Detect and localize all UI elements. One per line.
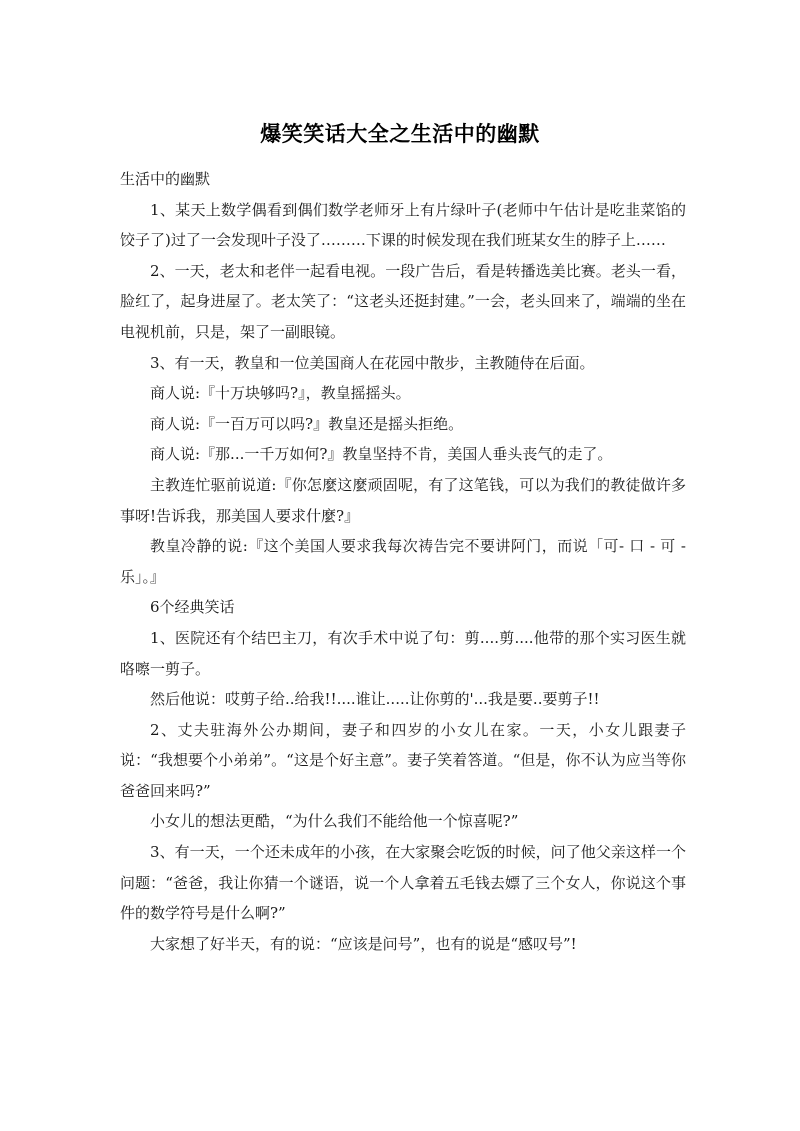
section-heading-six-jokes: 6个经典笑话 xyxy=(150,598,235,617)
paragraph: 主教连忙驱前说道:『你怎麼这麼顽固呢，有了这笔钱，可以为我们的教徒做许多事呀!告诉我，那美国人要求什麼?』 xyxy=(120,475,686,525)
paragraph: 2、一天，老太和老伴一起看电视。一段广告后，看是转播选美比赛。老头一看，脸红了，起身进屋了。老太笑了：“这老头还挺封建。”一会，老头回来了，端端的坐在电视机前，只是，架了一副眼镜。 xyxy=(120,261,686,341)
paragraph: 大家想了好半天，有的说：“应该是问号”，也有的说是“感叹号”! xyxy=(150,934,577,953)
paragraph: 商人说:『那...一千万如何?』教皇坚持不肯，美国人垂头丧气的走了。 xyxy=(150,445,613,464)
document-title: 爆笑笑话大全之生活中的幽默 xyxy=(260,122,540,146)
paragraph: 3、有一天，教皇和一位美国商人在花园中散步，主教随侍在后面。 xyxy=(150,353,595,372)
paragraph: 小女儿的想法更酷，“为什么我们不能给他一个惊喜呢?” xyxy=(150,812,519,831)
paragraph: 1、某天上数学偶看到偶们数学老师牙上有片绿叶子(老师中午估计是吃韭菜馅的饺子了)过了一会发现叶子没了………下课的时候发现在我们班某女生的脖子上…… xyxy=(120,200,686,250)
section-heading-life-humor: 生活中的幽默 xyxy=(120,170,211,188)
paragraph: 商人说:『十万块够吗?』，教皇摇摇头。 xyxy=(150,384,411,403)
paragraph: 1、医院还有个结巴主刀，有次手术中说了句：剪....剪....他带的那个实习医生就咯嚓一剪子。 xyxy=(120,628,686,678)
paragraph: 2、丈夫驻海外公办期间，妻子和四岁的小女儿在家。一天，小女儿跟妻子说：“我想要个小弟弟”。“这是个好主意”。妻子笑着答道。“但是，你不认为应当等你爸爸回来吗?” xyxy=(120,720,686,800)
paragraph: 3、有一天，一个还未成年的小孩，在大家聚会吃饭的时候，问了他父亲这样一个问题：“爸爸，我让你猜一个谜语，说一个人拿着五毛钱去嫖了三个女人，你说这个事件的数学符号是什么啊?” xyxy=(120,843,686,923)
document-body xyxy=(120,164,686,959)
paragraph: 商人说:『一百万可以吗?』教皇还是摇头拒绝。 xyxy=(150,414,464,433)
paragraph: 然后他说：哎剪子给..给我!!....谁让.....让你剪的'...我是要..要剪子!! xyxy=(150,690,600,709)
paragraph: 教皇冷静的说:『这个美国人要求我每次祷告完不要讲阿门，而说「可- 口 - 可 - 乐」。』 xyxy=(120,537,686,586)
